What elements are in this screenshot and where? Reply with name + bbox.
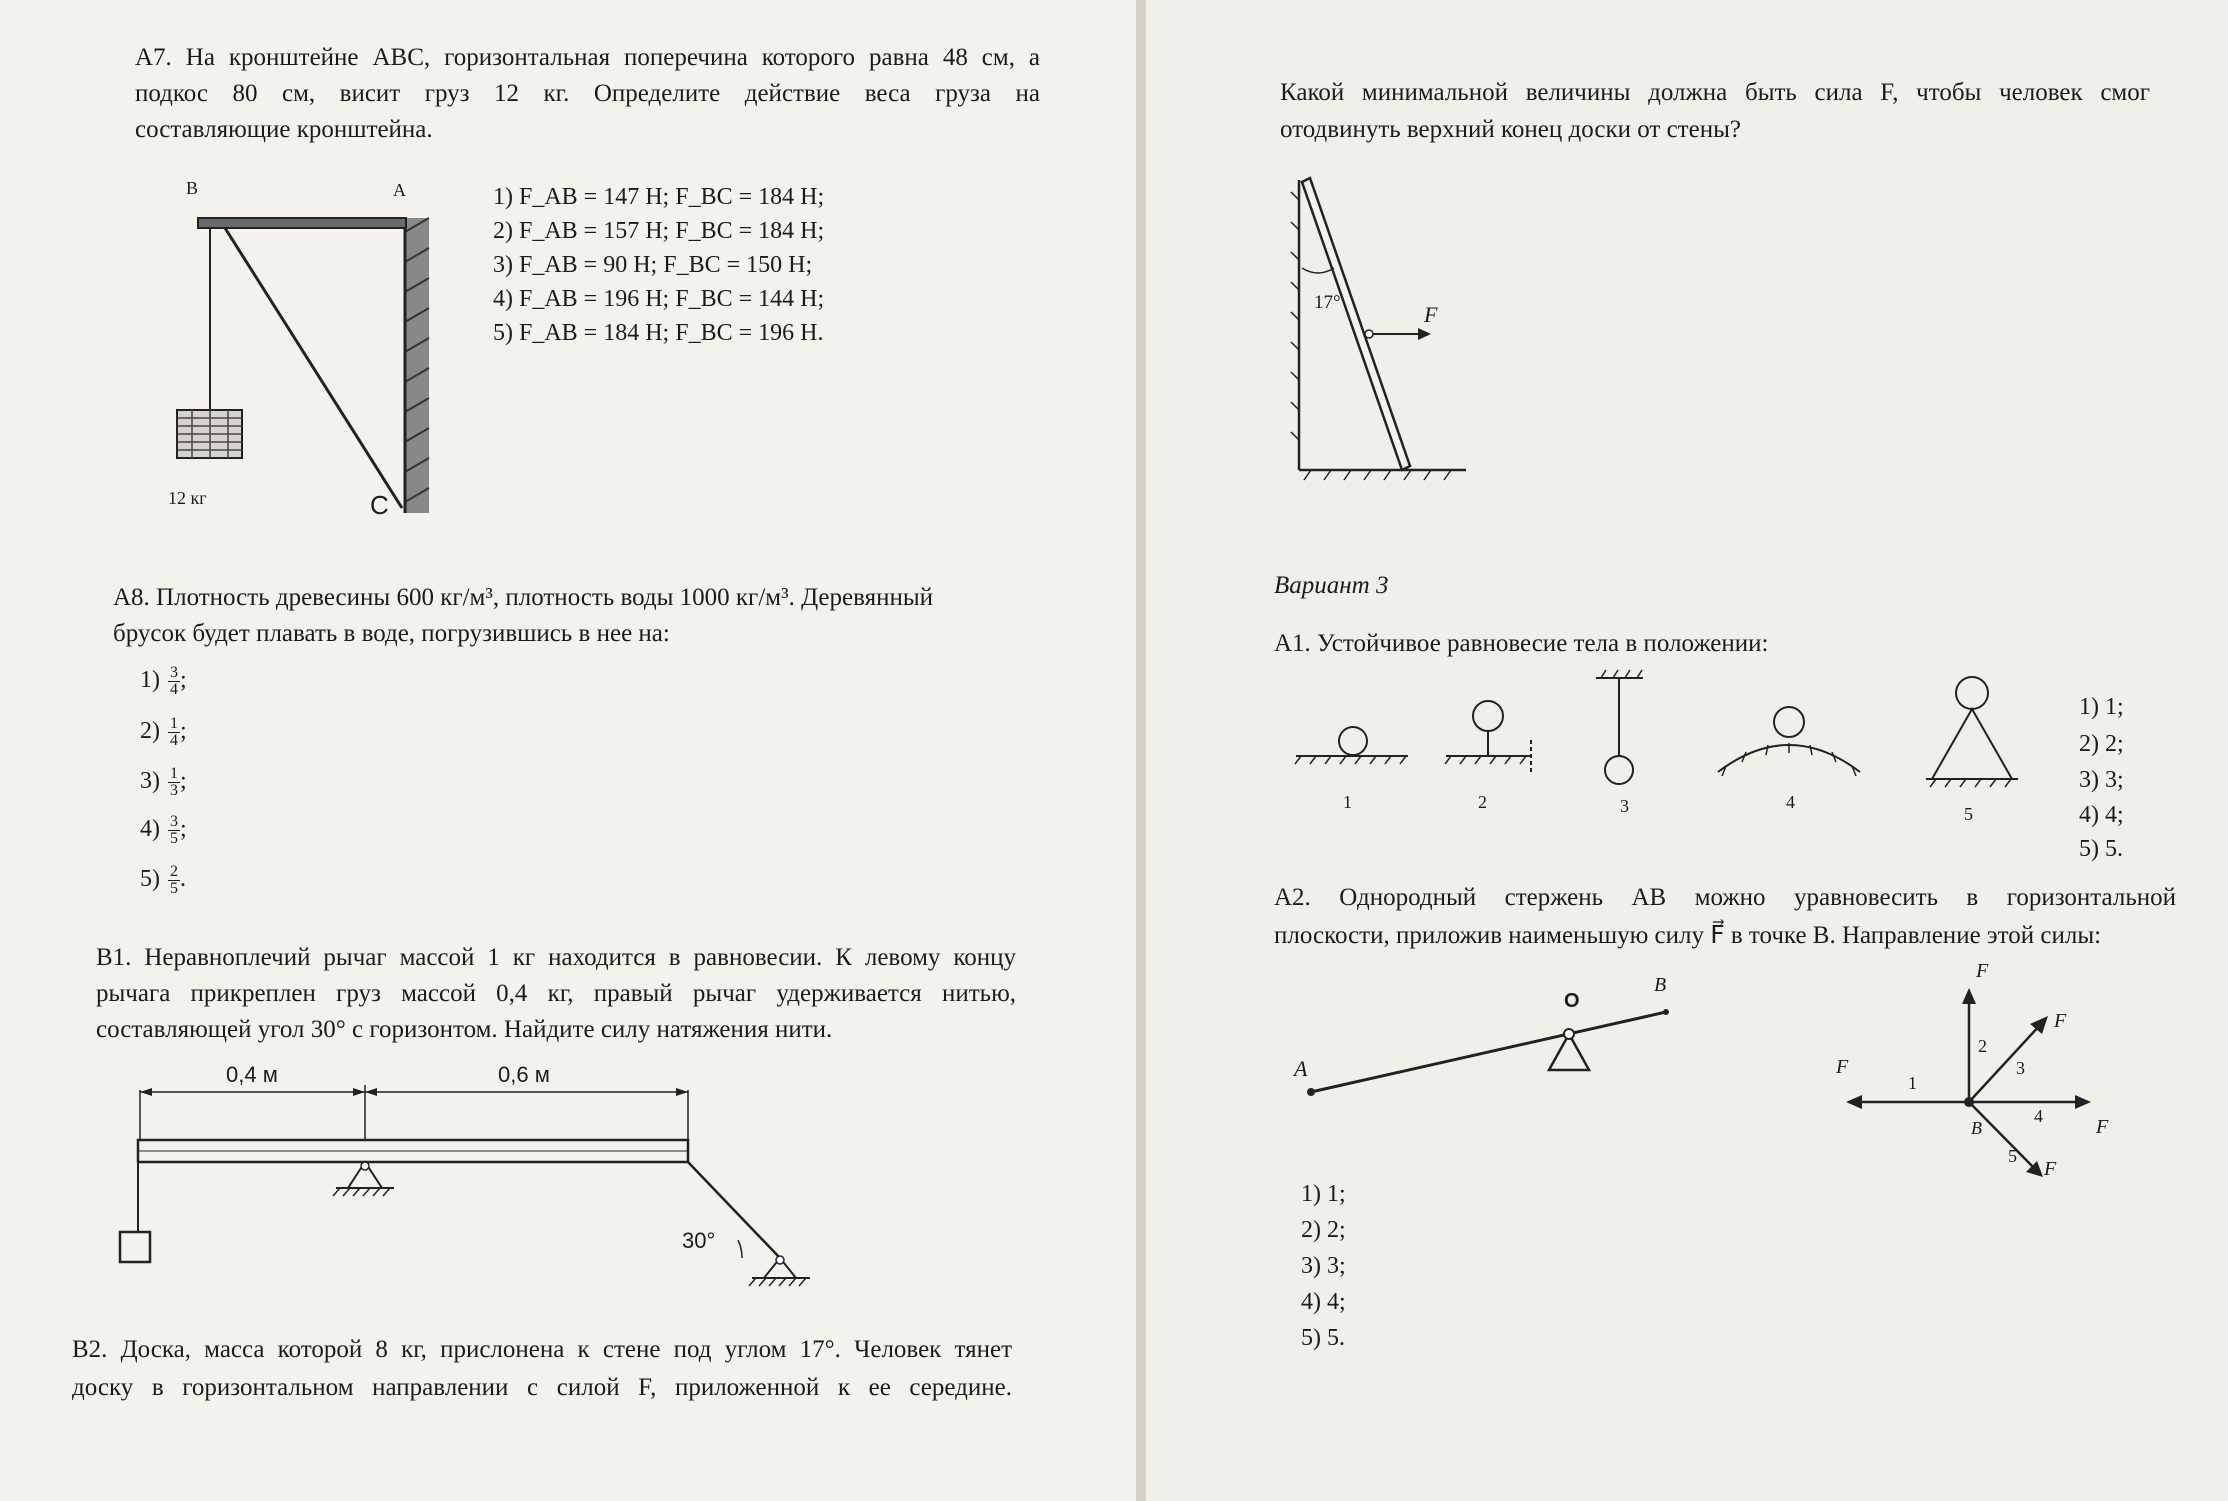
a8-question-line2: брусок будет плавать в воде, погрузившись в нее на: — [113, 620, 670, 647]
a7-question-line1: А7. На кронштейне АВС, горизонтальная поперечина которого равна 48 см, а — [135, 44, 1040, 71]
a8-option-number: 4) — [140, 816, 160, 842]
a2-dir-num-5: 5 — [2008, 1146, 2017, 1166]
a2-option-5: 5) 5. — [1301, 1325, 1345, 1351]
a2-label-b: B — [1654, 974, 1667, 996]
a8-question-line1: А8. Плотность древесины 600 кг/м³, плотность воды 1000 кг/м³. Деревянный — [113, 584, 934, 611]
b2-question-line2: доску в горизонтальном направлении с силой F, приложенной к ее середине. — [72, 1374, 1012, 1401]
b2-force-label: F — [1424, 302, 1438, 327]
a2-option-1: 1) 1; — [1301, 1181, 1346, 1207]
a1-fig-label-1: 1 — [1343, 792, 1352, 812]
b1-dim-right: 0,6 м — [498, 1062, 550, 1087]
page-gutter — [1136, 0, 1146, 1501]
fraction-numerator: 3 — [170, 663, 178, 681]
a2-dir-num-1: 1 — [1908, 1073, 1917, 1093]
a7-option-2: 2) F_AB = 157 Н; F_BC = 184 Н; — [493, 218, 825, 244]
fraction-numerator: 2 — [170, 862, 178, 880]
b1-question-line1: В1. Неравноплечий рычаг массой 1 кг находится в равновесии. К левому концу — [96, 944, 1016, 971]
a2-option-2: 2) 2; — [1301, 1217, 1346, 1243]
fraction-numerator: 3 — [170, 812, 178, 830]
b1-dim-left: 0,4 м — [226, 1062, 278, 1087]
a1-fig-label-3: 3 — [1620, 796, 1629, 816]
a2-force-label-2: F⃗ — [1976, 960, 2004, 982]
b2-angle-label: 17° — [1314, 292, 1341, 313]
a7-question-line3: составляющие кронштейна. — [135, 116, 433, 143]
a7-option-4: 4) F_AB = 196 Н; F_BC = 144 Н; — [493, 286, 825, 312]
a8-option-number: 5) — [140, 866, 160, 892]
a7-option-5: 5) F_AB = 184 Н; F_BC = 196 Н. — [493, 320, 824, 346]
fraction-numerator: 1 — [170, 764, 178, 782]
a2-dir-num-2: 2 — [1978, 1036, 1987, 1056]
a8-option-punct: ; — [180, 718, 187, 744]
a7-label-b: B — [186, 178, 199, 198]
a2-force-label-3: F⃗ — [2054, 1010, 2082, 1032]
a8-option-number: 1) — [140, 667, 160, 693]
a2-label-a: A — [1294, 1056, 1308, 1081]
right-page — [1146, 0, 2228, 1501]
a2-question-line2: плоскости, приложив наименьшую силу F⃗ в точке В. Направление этой силы: — [1274, 922, 2102, 949]
a2-label-o: O — [1564, 990, 1580, 1012]
b1-angle-label: 30° — [682, 1228, 716, 1253]
a1-fig-label-5: 5 — [1964, 804, 1973, 824]
a2-force-label-5: F⃗ — [2044, 1158, 2072, 1180]
a2-force-label-4: F⃗ — [2096, 1116, 2124, 1138]
a7-label-c: C — [370, 490, 389, 520]
a8-option-punct: ; — [180, 816, 187, 842]
fraction-numerator: 1 — [170, 714, 178, 732]
a8-option-punct: ; — [180, 768, 187, 794]
fraction-denominator: 5 — [170, 879, 178, 897]
a7-label-a: A — [393, 180, 406, 200]
a7-mass-label: 12 кг — [168, 488, 207, 508]
b1-question-line2: рычага прикреплен груз массой 0,4 кг, правый рычаг удерживается нитью, — [96, 980, 1016, 1007]
a1-question: А1. Устойчивое равновесие тела в положении: — [1274, 630, 1769, 657]
a8-option-number: 3) — [140, 768, 160, 794]
a7-question-line2: подкос 80 см, висит груз 12 кг. Определите действие веса груза на — [135, 80, 1040, 107]
a2-dir-num-4: 4 — [2034, 1106, 2043, 1126]
a1-option-4: 4) 4; — [2079, 802, 2124, 828]
fraction-denominator: 4 — [170, 731, 178, 749]
fraction-denominator: 4 — [170, 680, 178, 698]
a1-option-3: 3) 3; — [2079, 767, 2124, 793]
fraction-denominator: 3 — [170, 781, 178, 799]
b2-question-line1: В2. Доска, масса которой 8 кг, прислонена к стене под углом 17°. Человек тянет — [72, 1336, 1012, 1363]
a2-question-line1: А2. Однородный стержень АВ можно уравновесить в горизонтальной — [1274, 884, 2176, 911]
a1-fig-label-2: 2 — [1478, 792, 1487, 812]
b1-question-line3: составляющей угол 30° с горизонтом. Найдите силу натяжения нити. — [96, 1016, 833, 1043]
b2-continuation-line1: Какой минимальной величины должна быть сила F, чтобы человек смог — [1280, 79, 2150, 106]
a2-option-3: 3) 3; — [1301, 1253, 1346, 1279]
a8-option-number: 2) — [140, 718, 160, 744]
a2-dir-label-b: B — [1971, 1118, 1982, 1138]
a8-option-punct: ; — [180, 667, 187, 693]
a7-option-1: 1) F_AB = 147 Н; F_BC = 184 Н; — [493, 184, 825, 210]
a1-fig-label-4: 4 — [1786, 792, 1795, 812]
a2-dir-num-3: 3 — [2016, 1058, 2025, 1078]
fraction-denominator: 5 — [170, 829, 178, 847]
a7-option-3: 3) F_AB = 90 Н; F_BC = 150 Н; — [493, 252, 813, 278]
a1-option-2: 2) 2; — [2079, 731, 2124, 757]
a1-option-1: 1) 1; — [2079, 694, 2124, 720]
a1-option-5: 5) 5. — [2079, 836, 2123, 862]
variant-title: Вариант 3 — [1274, 572, 1389, 599]
a8-option-punct: . — [180, 866, 186, 892]
a2-option-4: 4) 4; — [1301, 1289, 1346, 1315]
a2-force-label-1: F⃗ — [1836, 1056, 1864, 1078]
b2-continuation-line2: отодвинуть верхний конец доски от стены? — [1280, 116, 1741, 143]
